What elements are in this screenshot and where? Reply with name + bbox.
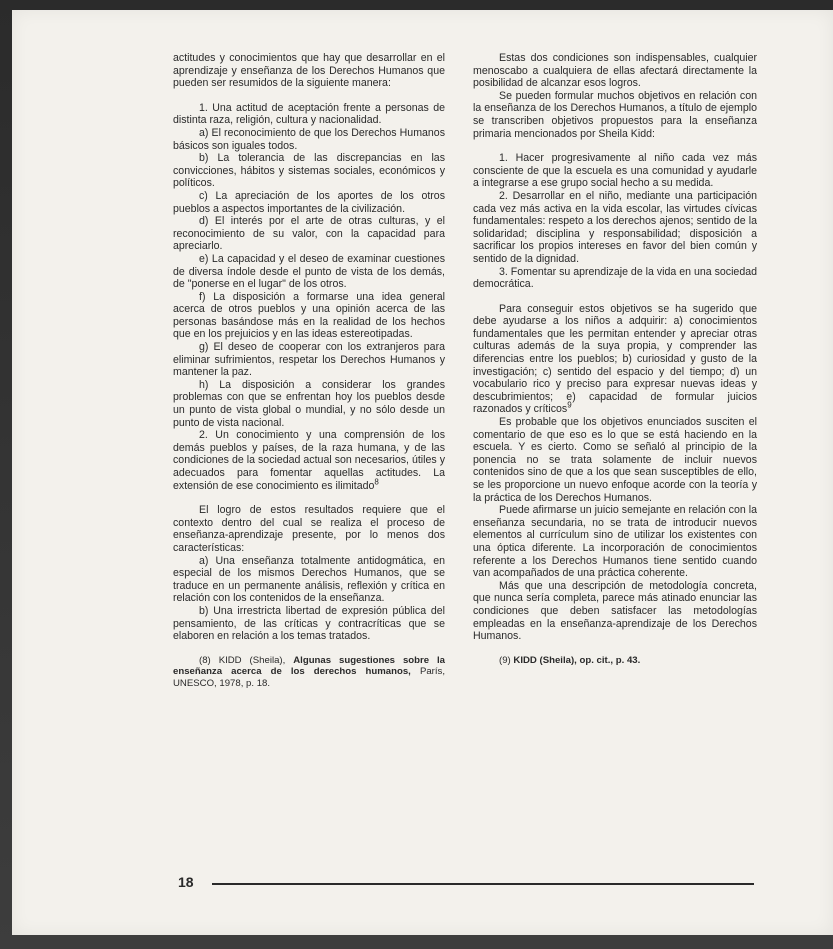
page-number: 18 [178, 874, 194, 890]
paragraph: Puede afirmarse un juicio semejante en relación con la enseñanza secundaria, no se trata de introducir nuevos elementos al currículum sino de utilizar los existentes con una óptica diferente. La incorporación de conocimientos referente a los Derechos Humanos tiene sentido cuando van acompañados de una práctica coherente. [473, 504, 757, 580]
paragraph: Más que una descripción de metodología concreta, que nunca sería completa, parece más atinado enunciar las condiciones que deben satisfacer las metodologías empleadas en la enseñanza-aprendizaje de los Derechos Humanos. [473, 579, 757, 643]
footnote-number: (8) [199, 654, 211, 666]
list-item: h) La disposición a considerar los grandes problemas con que se enfrentan hoy los pueblos desde un punto de vista global o mundial, y no sólo desde un punto de vista nacional. [173, 378, 445, 429]
list-item: b) Una irrestricta libertad de expresión pública del pensamiento, de las críticas y contracríticas que se elaboren en relación a los temas tratados. [173, 604, 445, 643]
paragraph-text: Para conseguir estos objetivos se ha sugerido que debe ayudarse a los niños a adquirir: a) conocimientos fundamentales que les permitan entender y apreciar otras culturas además de la suya propia, y comprender las diferencias entre los pueblos; b) curiosidad y gusto de la investigación; c) sentido del espacio y del tiempo; d) un vocabulario rico y preciso para expresar nuevas ideas y descubrimientos; e) capacidad de formular juicios razonados y críticos [473, 302, 757, 416]
right-column [473, 52, 757, 666]
list-item: a) Una enseñanza totalmente antidogmática, en especial de los mismos Derechos Humanos, que se traduce en un permanente análisis, reflexión y crítica en relación con los contenidos de la enseñanza. [173, 554, 445, 605]
paragraph: El logro de estos resultados requiere que el contexto dentro del cual se realiza el proceso de enseñanza-aprendizaje presente, por lo menos dos características: [173, 504, 445, 554]
list-item: 1. Hacer progresivamente al niño cada vez más consciente de que la escuela es una comunidad y ayudarle a integrarse a ese grupo social hecho a su medida. [473, 152, 757, 190]
footnote-ref: 9 [567, 400, 572, 410]
list-item: c) La apreciación de los aportes de los otros pueblos a aspectos importantes de la civilización. [173, 189, 445, 215]
paragraph-text: 2. Un conocimiento y una comprensión de los demás pueblos y países, de la raza humana, y de las condiciones de la sociedad actual son necesarios, útiles y adecuados para fomentar aquellas actitudes. La extensión de ese conocimiento es ilimitado [173, 429, 445, 492]
paragraph: actitudes y conocimientos que hay que desarrollar en el aprendizaje y enseñanza de los Derechos Humanos que pueden ser resumidos de la siguiente manera: [173, 52, 445, 90]
footer-rule [212, 883, 754, 885]
footnote-ref: 8 [374, 477, 379, 487]
list-item: b) La tolerancia de las discrepancias en las convicciones, hábitos y sistemas sociales, económicos y políticos. [173, 152, 445, 190]
list-item: 3. Fomentar su aprendizaje de la vida en una sociedad democrática. [473, 265, 757, 291]
footnote-8 [173, 655, 445, 689]
list-item: g) El deseo de cooperar con los extranjeros para eliminar sufrimientos, respetar los Derechos Humanos y mantener la paz. [173, 341, 445, 379]
footnote-number: (9) [499, 654, 511, 666]
list-item: 2. Desarrollar en el niño, mediante una participación cada vez más activa en la vida escolar, las virtudes cívicas fundamentales: respeto a los derechos ajenos; sentido de la solidaridad; disciplina y responsabilidad; disposición a sacrificar los propios intereses en favor del bien común y sentido de la dignidad. [473, 189, 757, 265]
left-column [173, 52, 445, 689]
page-footer [178, 874, 758, 892]
paragraph: Se pueden formular muchos objetivos en relación con la enseñanza de los Derechos Humanos, a título de ejemplo se transcriben objetivos propuestos para la enseñanza primaria mencionados por Sheila Kidd: [473, 89, 757, 140]
paragraph [473, 303, 757, 416]
footnote-9 [473, 655, 757, 666]
list-item: d) El interés por el arte de otras culturas, y el reconocimiento de su valor, con la capacidad para apreciarlo. [173, 215, 445, 253]
footnote-rest: París, UNESCO, 1978, p. 18. [173, 666, 445, 689]
list-item [173, 429, 445, 492]
paragraph: Es probable que los objetivos enunciados susciten el comentario de que eso es lo que se está haciendo en la escuela. Y es cierto. Como se señaló al principio de la ponencia no se trata solamente de incluir nuevos contenidos sino de que a los que sean susceptibles de ello, se les proporcione un nuevo enfoque acorde con la teoría y la práctica de los Derechos Humanos. [473, 416, 757, 504]
footnote-author: KIDD (Sheila), [218, 654, 286, 666]
list-item: 1. Una actitud de aceptación frente a personas de distinta raza, religión, cultura y nacionalidad. [173, 101, 445, 127]
list-item: f) La disposición a formarse una idea general acerca de otros pueblos y una opinión acerca de las personas basándose más en la realidad de los hechos que en los prejuicios y en las ideas estereotipadas. [173, 290, 445, 341]
footnote-title: Algunas sugestiones sobre la enseñanza acerca de los derechos humanos, [173, 654, 446, 678]
footnote-text: KIDD (Sheila), op. cit., p. 43. [513, 654, 641, 666]
list-item: e) La capacidad y el deseo de examinar cuestiones de diversa índole desde el punto de vista de los demás, de "ponerse en el lugar" de los otros. [173, 252, 445, 291]
document-page [12, 10, 833, 935]
list-item: a) El reconocimiento de que los Derechos Humanos básicos son iguales todos. [173, 126, 445, 152]
paragraph: Estas dos condiciones son indispensables, cualquier menoscabo a cualquiera de ellas afectará directamente la posibilidad de alcanzar esos logros. [473, 52, 757, 90]
